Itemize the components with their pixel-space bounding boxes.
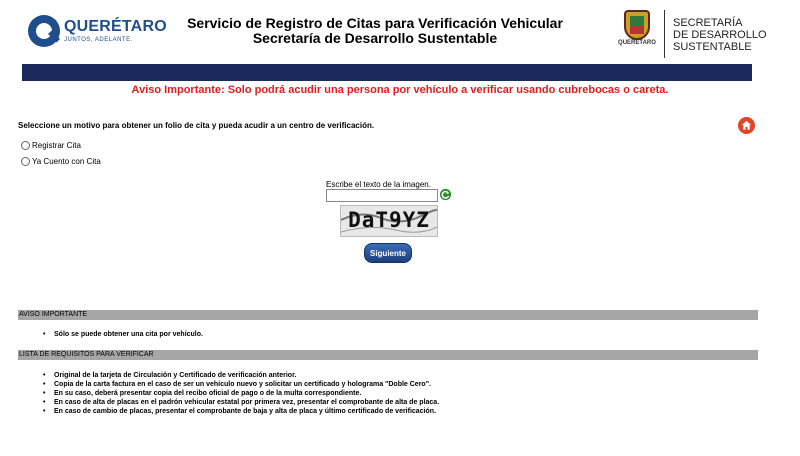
refresh-captcha-button[interactable] [439,188,452,201]
list-item: • Copia de la carta factura en el caso de ser un vehículo nuevo y solicitar un certificado y holograma "Doble Cero". [40,380,439,389]
requisitos-list [40,371,439,416]
list-item: • En caso de cambio de placas, presentar el comprobante de baja y alta de placa y último certificado de verificación. [40,407,439,416]
logo-name: QUERÉTARO [64,18,167,35]
aviso-list [40,330,203,339]
title-line-2: Secretaría de Desarrollo Sustentable [252,30,498,46]
page-title [150,16,600,46]
list-item: • En caso de alta de placas en el padrón vehicular estatal por primera vez, presentar el comprobante de alta de placa. [40,398,439,407]
queretaro-q-icon [28,15,60,47]
title-line-1: Servicio de Registro de Citas para Verificación Vehicular [187,15,563,31]
header-divider [664,10,665,58]
aviso-heading: AVISO IMPORTANTE [18,310,758,320]
captcha-image [340,205,438,237]
nav-bar [22,64,752,81]
requisitos-heading: LISTA DE REQUISITOS PARA VERIFICAR [18,350,758,360]
secretaria-line-2: DE DESARROLLO [673,29,767,41]
refresh-icon [439,188,452,201]
radio-registrar-cita[interactable] [21,141,30,150]
home-icon [741,120,752,131]
state-crest [614,10,660,58]
option-registrar-cita[interactable] [21,141,81,150]
crest-name: QUERÉTARO [618,40,656,46]
home-button[interactable] [738,117,755,134]
logo-tagline: JUNTOS, ADELANTE. [64,37,133,43]
list-item: • Original de la tarjeta de Circulación y Certificado de verificación anterior. [40,371,439,380]
radio-ya-cuento-con-cita[interactable] [21,157,30,166]
captcha-label: Escribe el texto de la imagen. [326,180,431,189]
list-item: • En su caso, deberá presentar copia del recibo oficial de pago o de la multa correspondiente. [40,389,439,398]
option-label: Registrar Cita [32,141,81,150]
list-item: • Sólo se puede obtener una cita por vehículo. [40,330,203,339]
reason-prompt: Seleccione un motivo para obtener un folio de cita y pueda acudir a un centro de verificación. [18,121,375,130]
option-label: Ya Cuento con Cita [32,157,101,166]
option-ya-cuento-con-cita[interactable] [21,157,101,166]
secretaria-logo [673,17,767,53]
queretaro-logo [28,15,167,47]
crest-shield-icon [624,10,650,40]
captcha-input[interactable] [326,189,438,202]
secretaria-line-1: SECRETARÍA [673,17,743,29]
captcha-text: DaT9YZ [348,208,430,232]
secretaria-line-3: SUSTENTABLE [673,41,752,53]
page-header [0,0,800,62]
important-notice: Aviso Importante: Solo podrá acudir una persona por vehículo a verificar usando cubrebocas o careta. [131,84,669,96]
siguiente-button[interactable]: Siguiente [364,243,412,263]
